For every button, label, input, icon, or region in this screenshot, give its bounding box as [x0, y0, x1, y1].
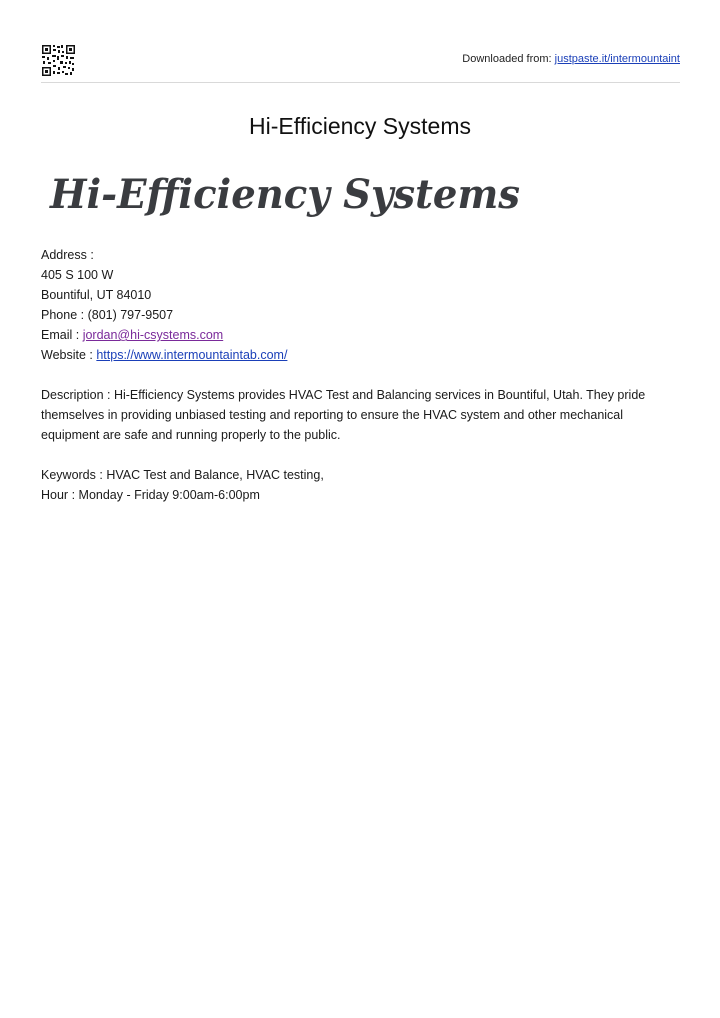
phone-value: (801) 797-9507: [87, 308, 174, 322]
downloaded-label: Downloaded from:: [462, 53, 552, 65]
description-paragraph: [41, 385, 681, 445]
email-label: Email :: [41, 328, 80, 342]
keywords-label: Keywords :: [41, 468, 103, 482]
address-line-2: Bountiful, UT 84010: [41, 288, 152, 302]
logo-text: Hi-Efficiency Systems: [49, 171, 521, 218]
website-link[interactable]: https://www.intermountaintab.com/: [96, 348, 288, 362]
qr-code-icon: [41, 44, 76, 77]
page-header: [41, 44, 680, 83]
address-line-1: 405 S 100 W: [41, 268, 114, 282]
website-row: [41, 345, 681, 365]
business-info: [41, 245, 681, 505]
description-text: Hi-Efficiency Systems provides HVAC Test and Balancing services in Bountiful, Utah. They pride themselves in providing unbiased testing and reporting to ensure the HVAC system and other mechanical equipment are safe and running properly to the public.: [41, 388, 646, 442]
hours-row: [41, 485, 681, 505]
address-label: Address :: [41, 248, 94, 262]
download-source: [462, 53, 680, 65]
keywords-value: HVAC Test and Balance, HVAC testing,: [106, 468, 324, 482]
phone-row: [41, 305, 681, 325]
description-label: Description :: [41, 388, 111, 402]
source-link[interactable]: justpaste.it/intermountaint: [554, 53, 680, 65]
page-title: Hi-Efficiency Systems: [249, 113, 471, 139]
keywords-row: [41, 465, 681, 485]
hours-value: Monday - Friday 9:00am-6:00pm: [78, 488, 260, 502]
phone-label: Phone :: [41, 308, 85, 322]
company-logo: [48, 166, 528, 222]
email-row: [41, 325, 681, 345]
hours-label: Hour :: [41, 488, 76, 502]
website-label: Website :: [41, 348, 93, 362]
email-link[interactable]: jordan@hi-csystems.com: [82, 328, 224, 342]
